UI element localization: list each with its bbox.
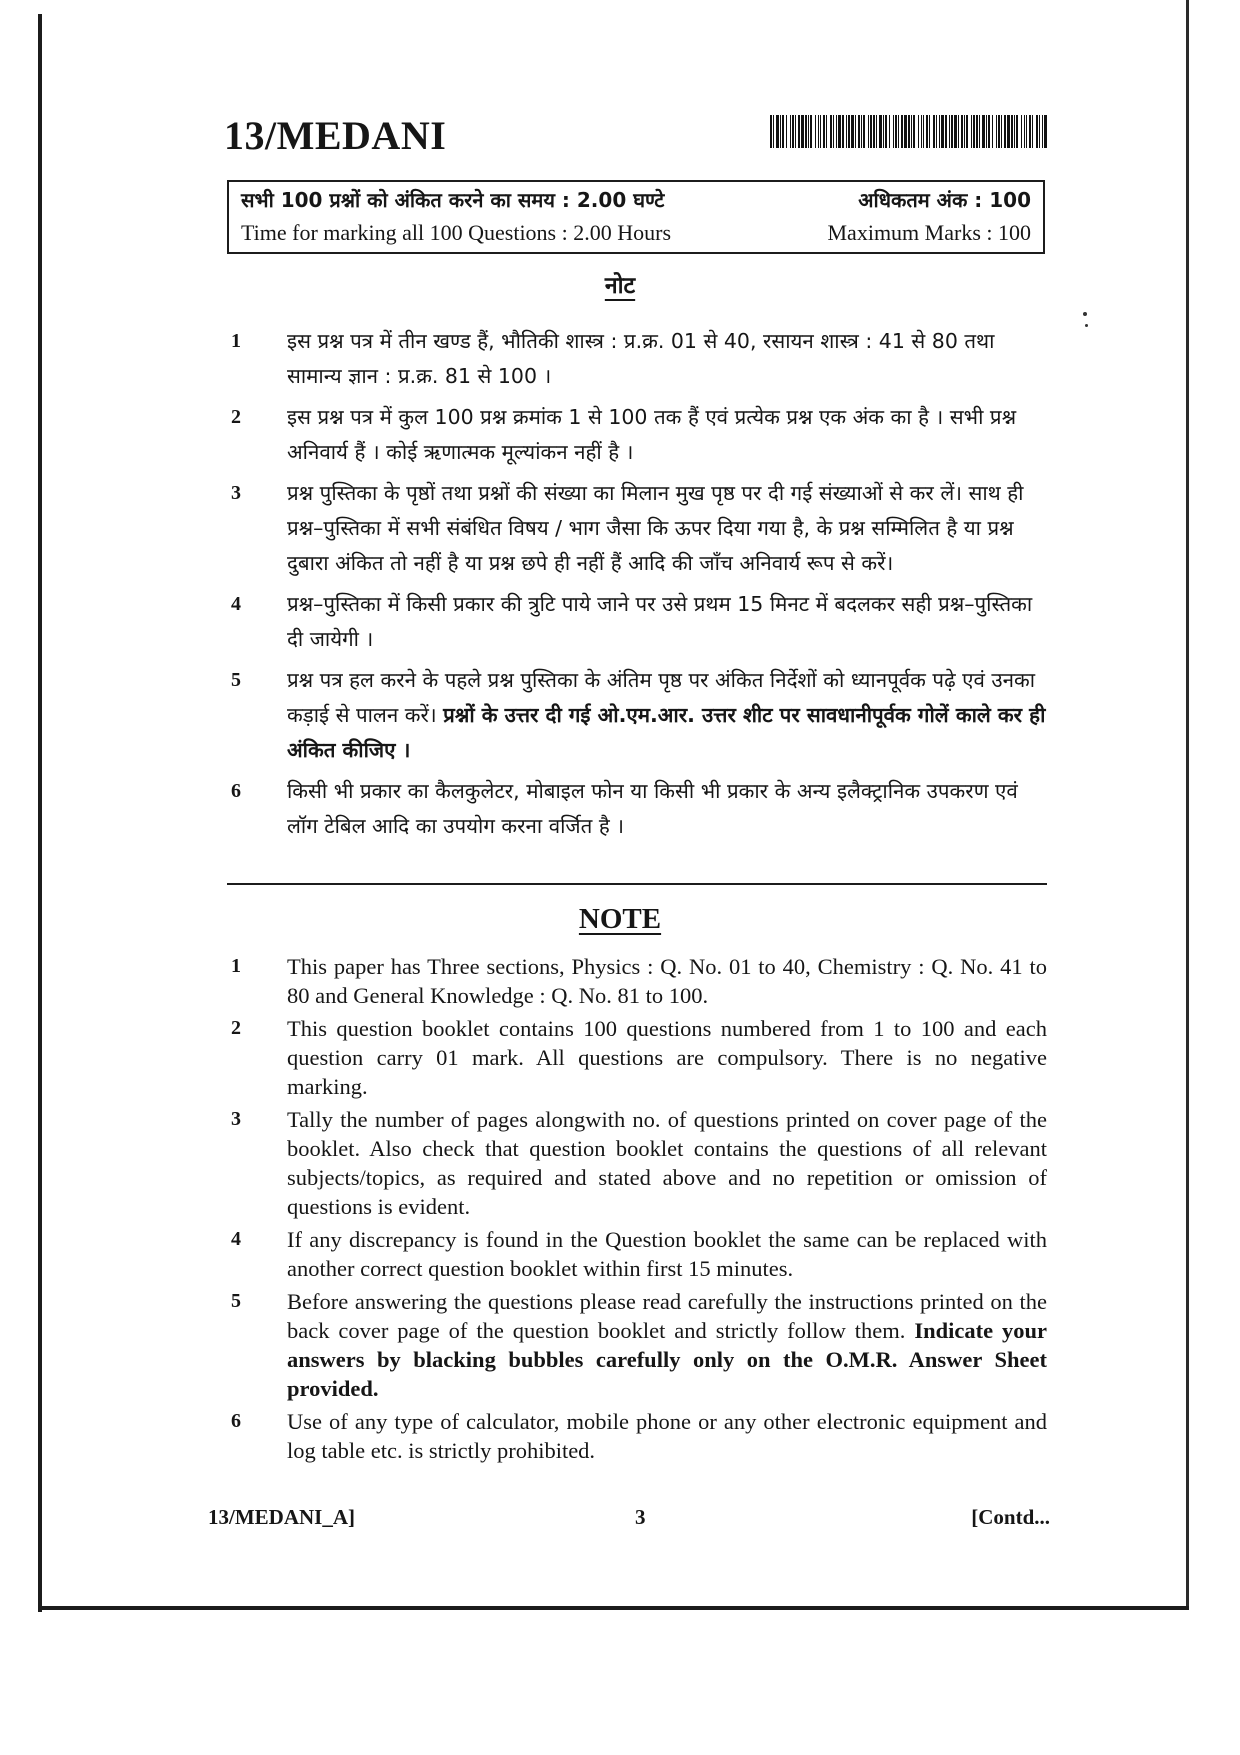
barcode-bar	[823, 115, 825, 148]
barcode-bar	[792, 115, 794, 148]
barcode-bar	[982, 115, 985, 148]
note-number: 5	[231, 1290, 241, 1312]
barcode-bar	[958, 115, 959, 148]
barcode-bar	[973, 115, 975, 148]
note-number: 6	[231, 780, 241, 802]
note-text: Use of any type of calculator, mobile phone or any other electronic equipment and log table etc. is strictly prohibited.	[287, 1409, 1047, 1463]
barcode-bar	[1001, 115, 1002, 148]
barcode-bar	[876, 115, 877, 148]
barcode-bar	[951, 115, 953, 148]
hindi-note-item	[227, 400, 1047, 470]
barcode-bar	[889, 115, 890, 148]
hindi-note-item	[227, 663, 1047, 768]
note-number: 4	[231, 1228, 241, 1250]
speck-dot	[1085, 324, 1088, 327]
note-number: 6	[231, 1410, 241, 1432]
info-row-english	[241, 220, 1031, 250]
barcode-bar	[858, 115, 860, 148]
note-text: प्रश्न पुस्तिका के पृष्ठों तथा प्रश्नों की संख्या का मिलान मुख पृष्ठ पर दी गई संख्याओं से कर लें। साथ ही प्रश्न–पुस्तिका में सभी संबंधित विषय / भाग जैसा कि ऊपर दिया गया है, के प्रश्न सम्मिलित है या प्रश्न दुबारा अंकित तो नहीं है या प्रश्न छपे ही नहीं हैं आदि की जाँच अनिवार्य रूप से करें।	[287, 481, 1024, 575]
page-border-right	[1186, 0, 1189, 1610]
barcode-bar	[976, 115, 978, 148]
barcode-bar	[971, 115, 972, 148]
marks-hindi: अधिकतम अंक : 100	[858, 188, 1031, 212]
barcode-bar	[966, 115, 968, 148]
page-border-left	[38, 14, 42, 1612]
time-hindi: सभी 100 प्रश्नों को अंकित करने का समय : 2.00 घण्टे	[241, 188, 665, 212]
barcode-bar	[833, 115, 834, 148]
note-text: प्रश्न पत्र हल करने के पहले प्रश्न पुस्तिका के अंतिम पृष्ठ पर अंकित निर्देशों को ध्यानपूर्वक पढ़े एवं उनका कड़ाई से पालन करें।	[287, 668, 1036, 727]
barcode-bar	[885, 115, 887, 148]
barcode-bar	[1024, 115, 1025, 148]
barcode-bar	[838, 115, 841, 148]
barcode-bar	[992, 115, 993, 148]
barcode-bar	[1007, 115, 1010, 148]
paper-code: 13/MEDANI	[224, 113, 447, 158]
barcode-bar	[1014, 115, 1015, 148]
note-text: इस प्रश्न पत्र में कुल 100 प्रश्न क्रमांक 1 से 100 तक हैं एवं प्रत्येक प्रश्न एक अंक का है । सभी प्रश्न अनिवार्य हैं । कोई ऋणात्मक मूल्यांकन नहीं है ।	[287, 405, 1017, 464]
hindi-note-list	[227, 324, 1047, 850]
barcode-bar	[818, 115, 819, 148]
time-english: Time for marking all 100 Questions : 2.00 Hours	[241, 220, 671, 245]
barcode-bar	[1039, 115, 1040, 148]
barcode-bar	[842, 115, 844, 148]
barcode-bar	[933, 115, 935, 148]
note-bold-text: Indicate your answers by blacking bubbles carefully only on the O.M.R. Answer Sheet provided.	[287, 1318, 1047, 1401]
info-box	[227, 180, 1045, 254]
barcode-bar	[923, 115, 924, 148]
note-number: 2	[231, 406, 241, 428]
barcode-bar	[939, 115, 940, 148]
note-text: प्रश्न–पुस्तिका में किसी प्रकार की त्रुटि पाये जाने पर उसे प्रथम 15 मिनट में बदलकर सही प्रश्न–पुस्तिका दी जायेगी ।	[287, 592, 1033, 651]
hindi-note-item	[227, 324, 1047, 394]
note-number: 4	[231, 593, 241, 615]
barcode-bar	[810, 115, 812, 148]
barcode-bar	[879, 115, 882, 148]
english-note-item	[227, 1407, 1047, 1465]
english-note-item	[227, 1014, 1047, 1101]
barcode-bar	[770, 115, 772, 148]
barcode-bar	[808, 115, 809, 148]
barcode-bar	[851, 115, 854, 148]
barcode-bar	[898, 115, 899, 148]
note-text: किसी भी प्रकार का कैलकुलेटर, मोबाइल फोन या किसी भी प्रकार के अन्य इलैक्ट्रानिक उपकरण एवं लॉग टेबिल आदि का उपयोग करना वर्जित है ।	[287, 779, 1018, 838]
barcode-bar	[861, 115, 862, 148]
note-bold-text: प्रश्नों के उत्तर दी गई ओ.एम.आर. उत्तर शीट पर सावधानीपूर्वक गोलें काले कर ही अंकित कीजिए ।	[287, 703, 1046, 762]
english-note-item	[227, 952, 1047, 1010]
barcode-bar	[945, 115, 947, 148]
barcode-bar	[901, 115, 903, 148]
note-text: इस प्रश्न पत्र में तीन खण्ड हैं, भौतिकी शास्त्र : प्र.क्र. 01 से 40, रसायन शास्त्र : 41 से 80 तथा सामान्य ज्ञान : प्र.क्र. 81 से 100 ।	[287, 329, 995, 388]
barcode-bar	[941, 115, 944, 148]
barcode-bar	[870, 115, 872, 148]
barcode-bar	[979, 115, 980, 148]
barcode-bar	[786, 115, 787, 148]
hindi-note-item	[227, 774, 1047, 844]
page-border-bottom	[38, 1606, 1189, 1610]
barcode-bar	[868, 115, 869, 148]
hindi-note-item	[227, 476, 1047, 581]
barcode-bar	[790, 115, 791, 148]
section-divider	[227, 883, 1047, 885]
barcode-bar	[1032, 115, 1033, 148]
footer-page-number: 3	[635, 1505, 646, 1529]
barcode-bar	[1026, 115, 1027, 148]
barcode-bar	[830, 115, 832, 148]
barcode-bar	[986, 115, 987, 148]
info-row-hindi	[241, 186, 1031, 216]
barcode-bar	[913, 115, 915, 148]
note-text: This paper has Three sections, Physics : Q. No. 01 to 40, Chemistry : Q. No. 41 to 80 and General Knowledge : Q. No. 81 to 100.	[287, 954, 1047, 1008]
barcode-bar	[988, 115, 990, 148]
barcode-bar	[873, 115, 875, 148]
barcode-bar	[820, 115, 821, 148]
barcode-bar	[908, 115, 910, 148]
barcode-bar	[776, 115, 779, 148]
barcode-bar	[801, 115, 804, 148]
english-note-heading-text: NOTE	[578, 903, 662, 935]
note-number: 1	[231, 330, 241, 352]
hindi-note-heading	[0, 268, 1240, 300]
english-note-item	[227, 1225, 1047, 1283]
barcode-bar	[1044, 115, 1047, 148]
barcode-bar	[1021, 115, 1022, 148]
barcode-bar	[911, 115, 912, 148]
barcode-bar	[1036, 115, 1038, 148]
note-number: 3	[231, 482, 241, 504]
barcode-bar	[918, 115, 919, 148]
barcode-bar	[1042, 115, 1043, 148]
barcode-bar	[921, 115, 922, 148]
footer-paper-code: 13/MEDANI_A]	[208, 1505, 355, 1529]
barcode-bar	[895, 115, 897, 148]
barcode-bar	[949, 115, 950, 148]
barcode-bar	[855, 115, 856, 148]
barcode-bar	[805, 115, 807, 148]
note-number: 5	[231, 669, 241, 691]
footer-contd: [Contd...	[971, 1505, 1050, 1529]
barcode-bar	[798, 115, 800, 148]
barcode-bar	[848, 115, 850, 148]
barcode-bar	[815, 115, 816, 148]
marks-english: Maximum Marks : 100	[827, 220, 1031, 245]
barcode-bar	[1004, 115, 1006, 148]
barcode-bar	[836, 115, 837, 148]
barcode-bar	[936, 115, 937, 148]
barcode-bar	[893, 115, 894, 148]
note-number: 2	[231, 1017, 241, 1039]
barcode-bar	[904, 115, 907, 148]
hindi-note-heading-text: नोट	[604, 273, 636, 299]
note-text: If any discrepancy is found in the Question booklet the same can be replaced with another correct question booklet within first 15 minutes.	[287, 1227, 1047, 1281]
barcode-bar	[998, 115, 1000, 148]
note-text: Tally the number of pages alongwith no. of questions printed on cover page of the booklet. Also check that question booklet contains the questions of all relevant subjects/topics, as required and stated above and no repetition or omission of questions is evident.	[287, 1107, 1047, 1219]
barcode-bar	[1029, 115, 1031, 148]
hindi-note-item	[227, 587, 1047, 657]
barcode-bar	[826, 115, 827, 148]
barcode-bar	[926, 115, 928, 148]
english-note-list	[227, 952, 1047, 1469]
barcode-bar	[954, 115, 957, 148]
barcode-bar	[1016, 115, 1018, 148]
barcode-bar	[929, 115, 930, 148]
note-text: This question booklet contains 100 questions numbered from 1 to 100 and each question carry 01 mark. All questions are compulsory. There is no negative marking.	[287, 1016, 1047, 1099]
page-footer	[208, 1505, 1050, 1535]
barcode-bar	[1011, 115, 1013, 148]
barcode-bar	[883, 115, 884, 148]
barcode-bar	[964, 115, 965, 148]
english-note-item	[227, 1105, 1047, 1221]
english-note-heading	[0, 903, 1240, 936]
barcode-bar	[961, 115, 963, 148]
note-number: 3	[231, 1108, 241, 1130]
barcode-bar	[782, 115, 784, 148]
barcode-bar	[846, 115, 847, 148]
english-note-item	[227, 1287, 1047, 1403]
barcode-bar	[996, 115, 997, 148]
note-text: Before answering the questions please read carefully the instructions printed on the back cover page of the question booklet and strictly follow them.	[287, 1289, 1047, 1343]
barcode-bar	[773, 115, 774, 148]
barcode-bar	[795, 115, 796, 148]
barcode-bar	[780, 115, 781, 148]
speck-dot	[1083, 312, 1087, 316]
note-number: 1	[231, 955, 241, 977]
barcode-bar	[863, 115, 865, 148]
barcode	[770, 115, 1048, 148]
